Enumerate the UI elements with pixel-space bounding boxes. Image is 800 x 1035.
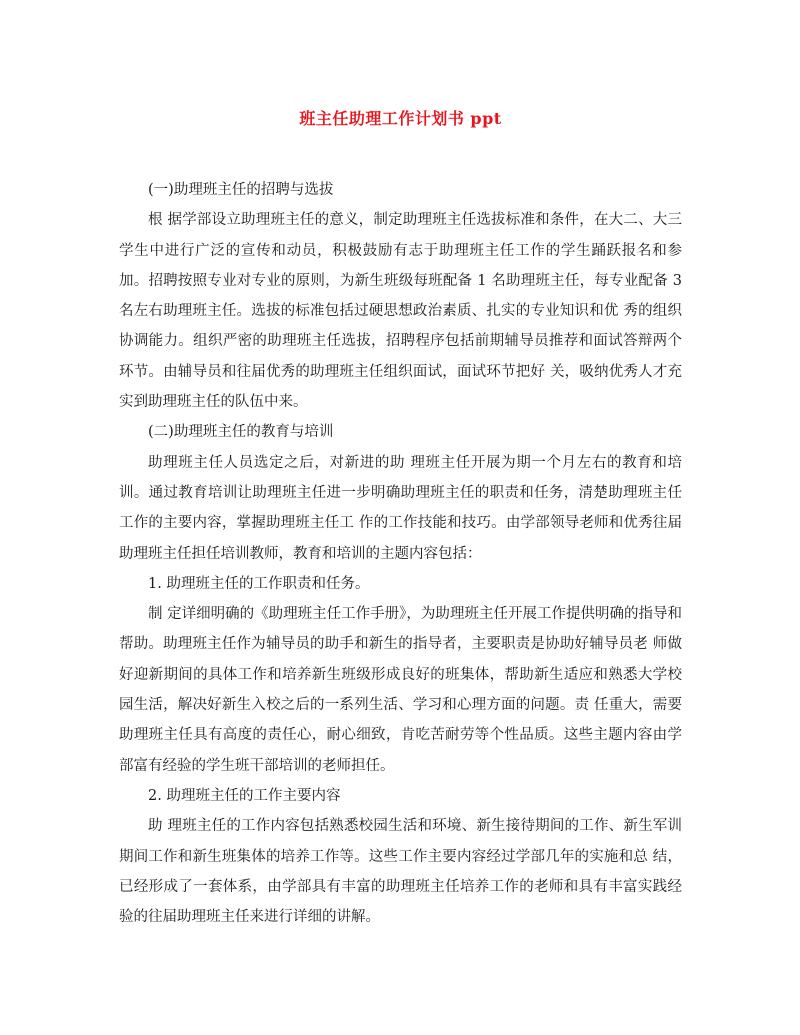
subheading-duties: 1. 助理班主任的工作职责和任务。 (148, 575, 370, 592)
document-page (119, 108, 682, 932)
paragraph-work-content: 助 理班主任的工作内容包括熟悉校园生活和环境、新生接待期间的工作、新生军训期间工作和新生班集体的培养工作等。这些工作主要内容经过学部几年的实施和总 结，已经形成了一套体系，由学部具有丰富的助理班主任培养工作的老师和具有丰富实践经验的往届助理班主任来进行详细的讲解。 (119, 818, 682, 926)
section-heading-training: (二)助理班主任的教育与培训 (148, 424, 334, 441)
document-title: 班主任助理工作计划书 ppt (299, 109, 502, 128)
paragraph-training: 助理班主任人员选定之后，对新进的助 理班主任开展为期一个月左右的教育和培训。通过教育培训让助理班主任进一步明确助理班主任的职责和任务，清楚助理班主任工作的主要内容，掌握助理班主任工 作的工作技能和技巧。由学部领导老师和优秀往届助理班主任担任培训教师，教育和培训的主题内容包括： (119, 454, 682, 562)
section-heading-recruitment: (一)助理班主任的招聘与选拔 (148, 182, 334, 198)
paragraph-duties: 制 定详细明确的《助理班主任工作手册》，为助理班主任开展工作提供明确的指导和帮助。助理班主任作为辅导员的助手和新生的指导者，主要职责是协助好辅导员老 师做好迎新期间的具体工作和培养新生班级形成良好的班集体，帮助新生适应和熟悉大学校园生活，解决好新生入校之后的一系列生活、学习和心理方面的问题。责 任重大，需要助理班主任具有高度的责任心，耐心细致，肯吃苦耐劳等个性品质。这些主题内容由学部富有经验的学生班干部培训的老师担任。 (119, 606, 682, 774)
subheading-work-content: 2. 助理班主任的工作主要内容 (148, 787, 341, 804)
paragraph-recruitment: 根 据学部设立助理班主任的意义，制定助理班主任选拔标准和条件，在大二、大三学生中进行广泛的宣传和动员，积极鼓励有志于助理班主任工作的学生踊跃报名和参 加。招聘按照专业对专业的原则，为新生班级每班配备 1 名助理班主任，每专业配备 3 名左右助理班主任。选拔的标准包括过硬思想政治素质、扎实的专业知识和优 秀的组织协调能力。组织严密的助理班主任选拔，招聘程序包括前期辅导员推荐和面试答辩两个环节。由辅导员和往届优秀的助理班主任组织面试，面试环节把好 关，吸纳优秀人才充实到助理班主任的队伍中来。 (119, 212, 682, 411)
